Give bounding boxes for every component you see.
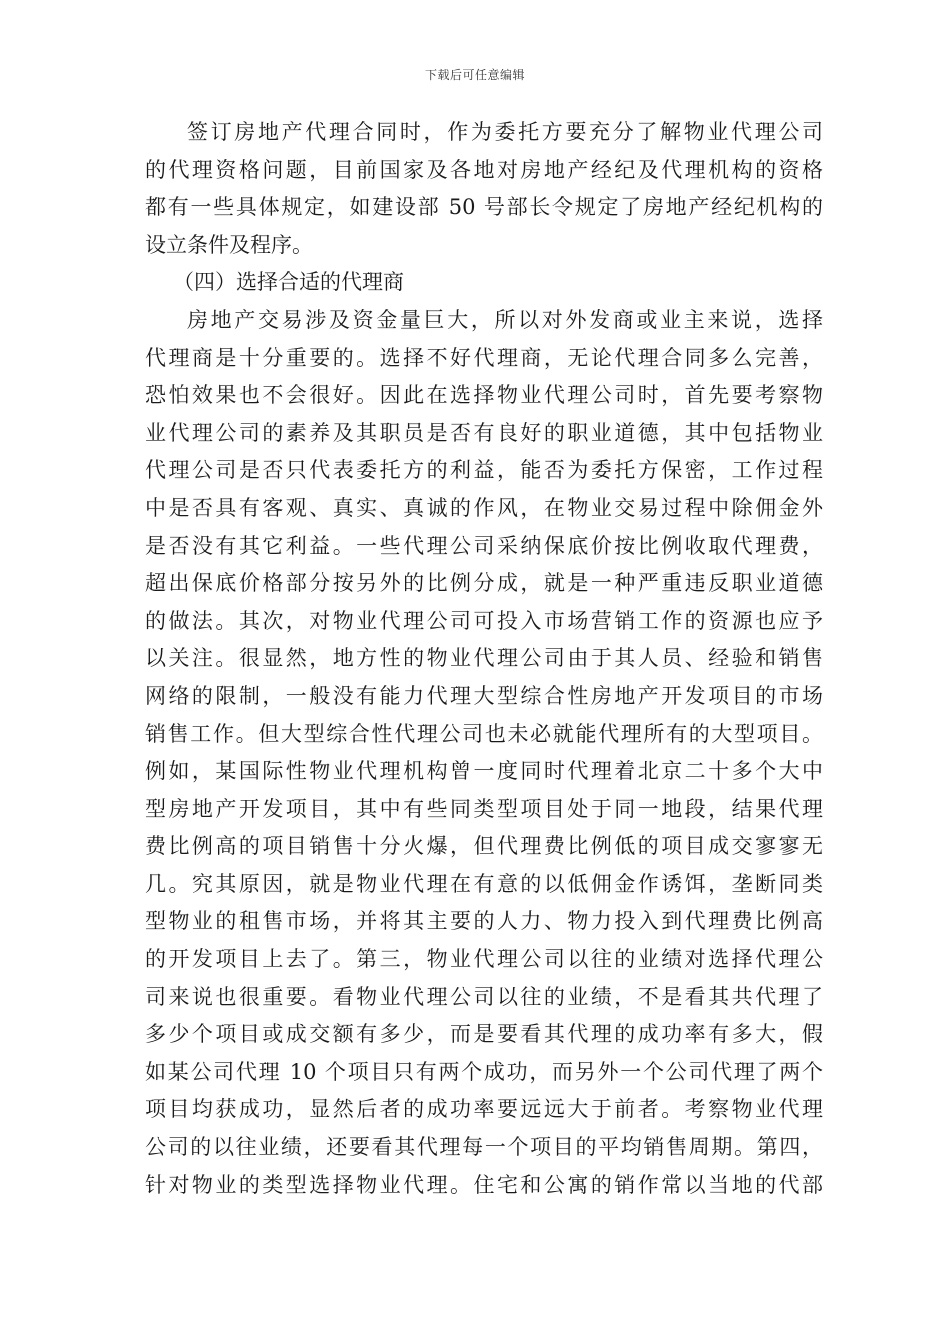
text-line: 的代理资格问题，目前国家及各地对房地产经纪及代理机构的资格: [145, 157, 823, 182]
text-line: 项目均获成功，显然后者的成功率要远远大于前者。考察物业代理: [145, 1097, 823, 1122]
text-line: 司来说也很重要。看物业代理公司以往的业绩，不是看其共代理了: [145, 984, 823, 1009]
page-header: 下载后可任意编辑: [424, 68, 525, 82]
text-line: 的开发项目上去了。第三，物业代理公司以往的业绩对选择代理公: [145, 947, 823, 972]
text-line: 中是否具有客观、真实、真诚的作风，在物业交易过程中除佣金外: [145, 495, 823, 520]
text-line: 是否没有其它利益。一些代理公司采纳保底价按比例收取代理费，: [145, 533, 823, 558]
text-line: 超出保底价格部分按另外的比例分成，就是一种严重违反职业道德: [145, 571, 823, 596]
document-body: [145, 114, 823, 1204]
text-line: 代理商是十分重要的。选择不好代理商，无论代理合同多么完善，: [145, 345, 823, 370]
text-line: 费比例高的项目销售十分火爆，但代理费比例低的项目成交寥寥无: [145, 834, 823, 859]
text-line: 针对物业的类型选择物业代理。住宅和公寓的销作常以当地的代部: [145, 1172, 823, 1197]
text-line: 型物业的租售市场，并将其主要的人力、物力投入到代理费比例高: [145, 909, 823, 934]
text-line: 的做法。其次，对物业代理公司可投入市场营销工作的资源也应予: [145, 608, 823, 633]
text-line: 多少个项目或成交额有多少，而是要看其代理的成功率有多大，假: [145, 1022, 823, 1047]
section-heading: （四）选择合适的代理商: [173, 270, 404, 295]
text-line: 恐怕效果也不会很好。因此在选择物业代理公司时，首先要考察物: [145, 383, 823, 408]
text-line: 都有一些具体规定，如建设部 50 号部长令规定了房地产经纪机构的: [145, 195, 823, 220]
text-line: 房地产交易涉及资金量巨大，所以对外发商或业主来说，选择: [187, 307, 823, 332]
text-line: 几。究其原因，就是物业代理在有意的以低佣金作诱饵，垄断同类: [145, 871, 823, 896]
text-line: 销售工作。但大型综合性代理公司也未必就能代理所有的大型项目。: [145, 721, 823, 746]
text-line: 网络的限制，一般没有能力代理大型综合性房地产开发项目的市场: [145, 683, 823, 708]
text-line: 设立条件及程序。: [145, 232, 313, 257]
text-line: 例如，某国际性物业代理机构曾一度同时代理着北京二十多个大中: [145, 759, 823, 784]
text-line: 如某公司代理 10 个项目只有两个成功，而另外一个公司代理了两个: [145, 1059, 823, 1084]
text-line: 业代理公司的素养及其职员是否有良好的职业道德，其中包括物业: [145, 420, 823, 445]
text-line: 签订房地产代理合同时，作为委托方要充分了解物业代理公司: [187, 120, 823, 144]
text-line: 代理公司是否只代表委托方的利益，能否为委托方保密，工作过程: [145, 458, 823, 483]
text-line: 以关注。很显然，地方性的物业代理公司由于其人员、经验和销售: [145, 646, 823, 671]
text-line: 公司的以往业绩，还要看其代理每一个项目的平均销售周期。第四，: [145, 1135, 823, 1160]
text-line: 型房地产开发项目，其中有些同类型项目处于同一地段，结果代理: [145, 796, 823, 821]
